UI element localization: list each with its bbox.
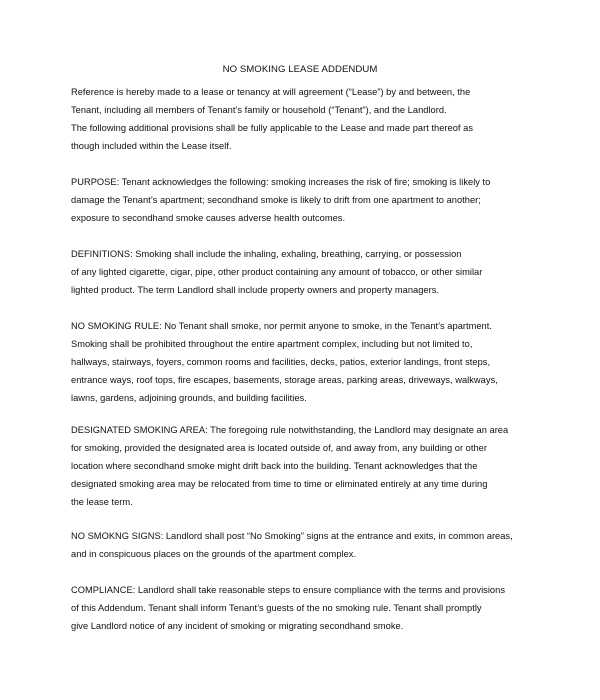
paragraph-line: Smoking shall be prohibited throughout the entire apartment complex, including but not limited to,	[71, 339, 473, 349]
paragraph-line: and in conspicuous places on the grounds of the apartment complex.	[71, 549, 357, 559]
paragraph-line: give Landlord notice of any incident of smoking or migrating secondhand smoke.	[71, 621, 404, 631]
purpose-paragraph	[71, 173, 541, 227]
paragraph-line: Reference is hereby made to a lease or tenancy at will agreement (“Lease”) by and between, the	[71, 87, 471, 97]
paragraph-line: lawns, gardens, adjoining grounds, and building facilities.	[71, 393, 307, 403]
paragraph-line: designated smoking area may be relocated from time to time or eliminated entirely at any time during	[71, 479, 488, 489]
paragraph-line: hallways, stairways, foyers, common rooms and facilities, decks, patios, exterior landings, front steps,	[71, 357, 491, 367]
definitions-paragraph	[71, 245, 541, 299]
no-smoking-rule-paragraph	[71, 317, 541, 407]
document-title: NO SMOKING LEASE ADDENDUM	[222, 64, 378, 75]
paragraph-line: of any lighted cigarette, cigar, pipe, other product containing any amount of tobacco, or other similar	[71, 267, 483, 277]
paragraph-line: for smoking, provided the designated area is located outside of, and away from, any building or other	[71, 443, 487, 453]
paragraph-line: lighted product. The term Landlord shall include property owners and property managers.	[71, 285, 439, 295]
paragraph-line: NO SMOKING RULE: No Tenant shall smoke, nor permit anyone to smoke, in the Tenant’s apartment.	[71, 321, 492, 331]
designated-smoking-area-paragraph	[71, 421, 541, 511]
paragraph-line: the lease term.	[71, 497, 133, 507]
paragraph-line: damage the Tenant’s apartment; secondhand smoke is likely to drift from one apartment to another;	[71, 195, 481, 205]
paragraph-line: though included within the Lease itself.	[71, 141, 232, 151]
reference-paragraph	[71, 83, 541, 155]
no-smoking-signs-paragraph	[71, 527, 541, 563]
paragraph-line: of this Addendum. Tenant shall inform Tenant’s guests of the no smoking rule. Tenant shall promptly	[71, 603, 482, 613]
paragraph-line: entrance ways, roof tops, fire escapes, basements, storage areas, parking areas, driveways, walkways,	[71, 375, 498, 385]
paragraph-line: The following additional provisions shall be fully applicable to the Lease and made part thereof as	[71, 123, 473, 133]
paragraph-line: NO SMOKNG SIGNS: Landlord shall post “No Smoking” signs at the entrance and exits, in common areas,	[71, 531, 513, 541]
paragraph-line: Tenant, including all members of Tenant’s family or household (“Tenant”), and the Landlord.	[71, 105, 447, 115]
paragraph-line: COMPLIANCE: Landlord shall take reasonable steps to ensure compliance with the terms and provisions	[71, 585, 505, 595]
compliance-paragraph	[71, 581, 541, 635]
paragraph-line: PURPOSE: Tenant acknowledges the following: smoking increases the risk of fire; smoking is likely to	[71, 177, 491, 187]
paragraph-line: location where secondhand smoke might drift back into the building. Tenant acknowledges that the	[71, 461, 478, 471]
paragraph-line: DESIGNATED SMOKING AREA: The foregoing rule notwithstanding, the Landlord may designate an area	[71, 425, 509, 435]
paragraph-line: exposure to secondhand smoke causes adverse health outcomes.	[71, 213, 346, 223]
paragraph-line: DEFINITIONS: Smoking shall include the inhaling, exhaling, breathing, carrying, or possession	[71, 249, 462, 259]
